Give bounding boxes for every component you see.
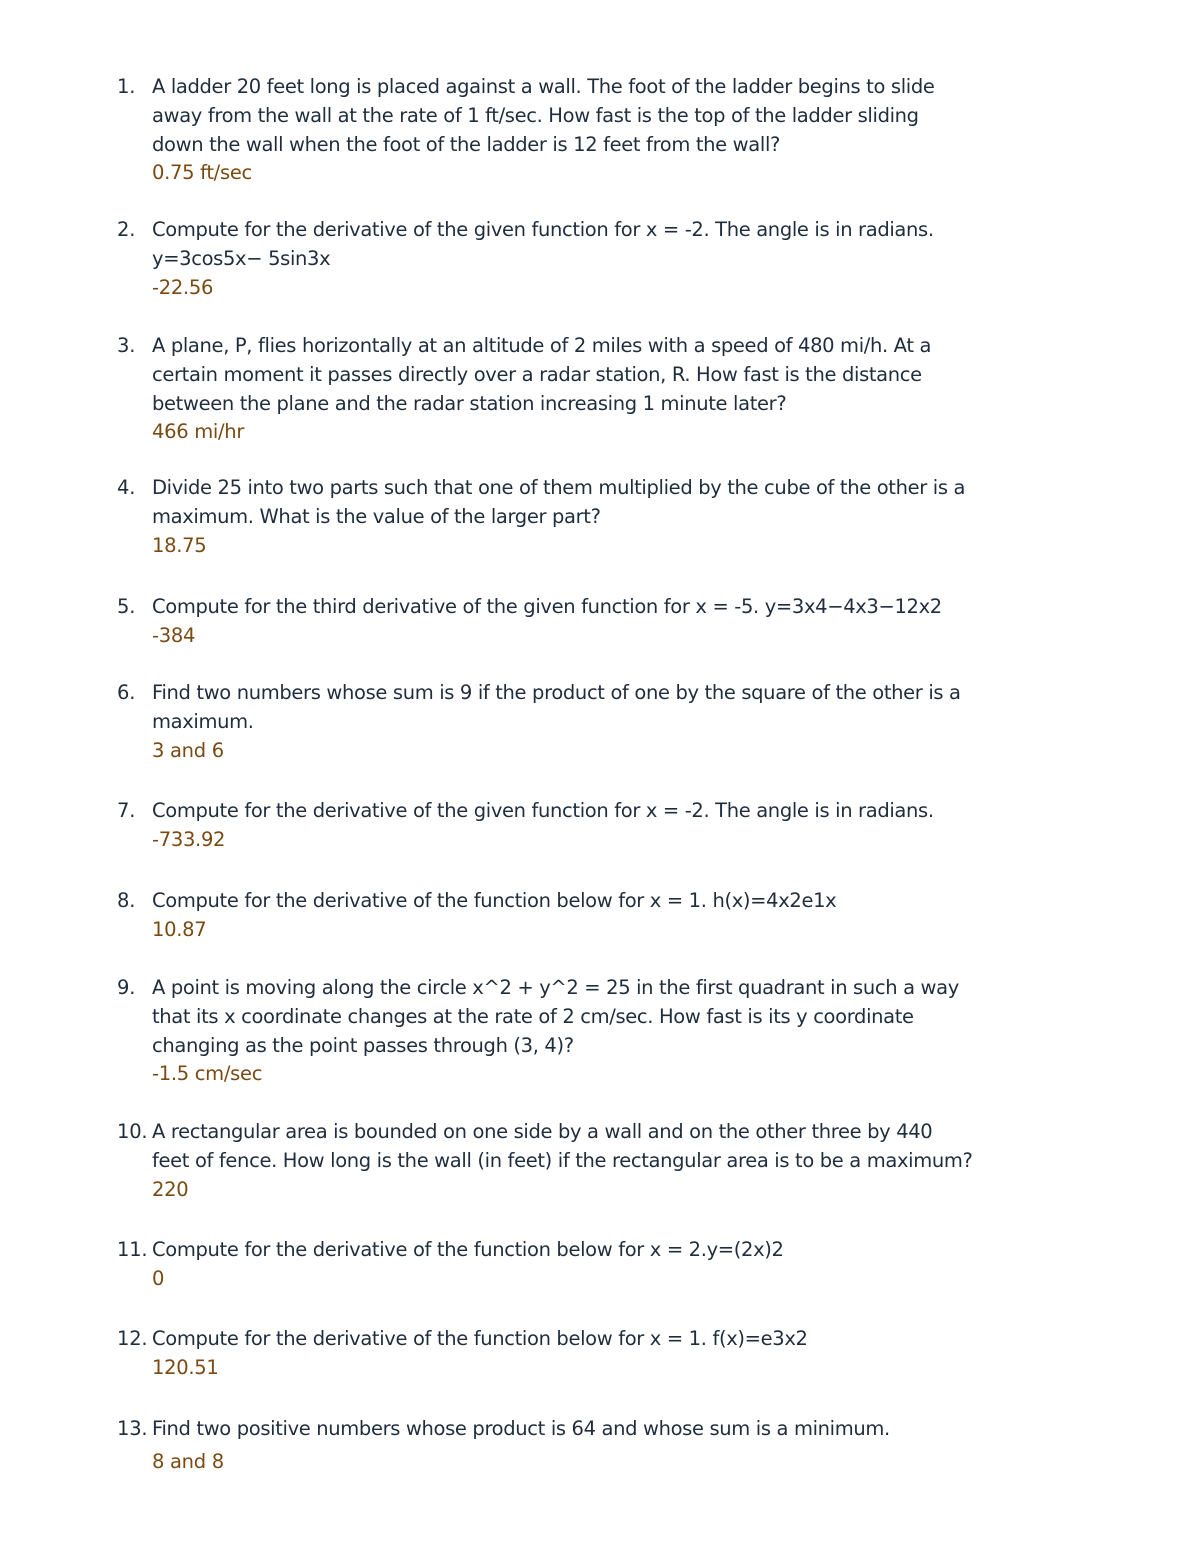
answer-text: -22.56	[152, 275, 214, 299]
question-number: 8.	[117, 889, 136, 912]
question-body	[152, 679, 992, 765]
question-body	[152, 73, 992, 188]
question-body	[152, 1236, 992, 1294]
question-line: A point is moving along the circle x^2 + y^2 = 25 in the first quadrant in such a way	[152, 976, 959, 999]
question-body	[152, 216, 992, 302]
question-body	[152, 1118, 992, 1204]
answer-text: 10.87	[152, 917, 207, 941]
question-line: A ladder 20 feet long is placed against a wall. The foot of the ladder begins to slide	[152, 75, 935, 98]
question-body	[152, 797, 992, 855]
answer-text: -733.92	[152, 827, 226, 851]
question-line: down the wall when the foot of the ladder is 12 feet from the wall?	[152, 132, 781, 156]
answer-text: 0.75 ft/sec	[152, 161, 252, 185]
question-number: 9.	[117, 976, 136, 999]
question-number: 3.	[117, 334, 136, 357]
question-number: 7.	[117, 799, 136, 822]
question-body	[152, 1415, 992, 1477]
question-line: Compute for the derivative of the function below for x = 2.y=(2x)2	[152, 1238, 784, 1261]
question-line: away from the wall at the rate of 1 ft/sec. How fast is the top of the ladder sliding	[152, 103, 919, 127]
question-number: 10.	[117, 1120, 148, 1143]
question-line: Compute for the derivative of the given function for x = -2. The angle is in radians.	[152, 218, 934, 241]
question-number: 4.	[117, 476, 136, 499]
question-line: Find two numbers whose sum is 9 if the product of one by the square of the other is a	[152, 681, 961, 704]
question-line: between the plane and the radar station increasing 1 minute later?	[152, 391, 787, 415]
question-number: 1.	[117, 75, 136, 98]
question-line: Divide 25 into two parts such that one of them multiplied by the cube of the other is a	[152, 476, 966, 499]
question-line: that its x coordinate changes at the rate of 2 cm/sec. How fast is its y coordinate	[152, 1004, 914, 1028]
answer-text: 3 and 6	[152, 738, 224, 762]
question-line: Compute for the third derivative of the given function for x = -5. y=3x4−4x3−12x2	[152, 595, 942, 618]
question-body	[152, 887, 992, 945]
question-line: Compute for the derivative of the given function for x = -2. The angle is in radians.	[152, 799, 934, 822]
question-number: 13.	[117, 1417, 148, 1440]
answer-text: -1.5 cm/sec	[152, 1062, 263, 1086]
question-body	[152, 974, 992, 1089]
question-line: A rectangular area is bounded on one side by a wall and on the other three by 440	[152, 1120, 933, 1143]
question-line: maximum.	[152, 709, 254, 733]
question-number: 2.	[117, 218, 136, 241]
question-body	[152, 593, 992, 651]
question-line: feet of fence. How long is the wall (in feet) if the rectangular area is to be a maximum?	[152, 1148, 973, 1172]
question-number: 11.	[117, 1238, 148, 1261]
question-number: 5.	[117, 595, 136, 618]
question-line: maximum. What is the value of the larger part?	[152, 504, 601, 528]
question-line: changing as the point passes through (3, 4)?	[152, 1033, 574, 1057]
answer-text: 18.75	[152, 533, 207, 557]
answer-text: 8 and 8	[152, 1449, 224, 1473]
question-body	[152, 474, 992, 560]
question-line: Compute for the derivative of the function below for x = 1. f(x)=e3x2	[152, 1327, 808, 1350]
answer-text: 466 mi/hr	[152, 420, 245, 444]
answer-text: 0	[152, 1266, 165, 1290]
question-body	[152, 1325, 992, 1383]
question-line: Compute for the derivative of the function below for x = 1. h(x)=4x2e1x	[152, 889, 837, 912]
answer-text: 220	[152, 1177, 189, 1201]
question-line: Find two positive numbers whose product is 64 and whose sum is a minimum.	[152, 1417, 890, 1440]
question-number: 12.	[117, 1327, 148, 1350]
answer-text: -384	[152, 623, 196, 647]
question-number: 6.	[117, 681, 136, 704]
question-line: certain moment it passes directly over a radar station, R. How fast is the distance	[152, 362, 922, 386]
question-line: y=3cos5x− 5sin3x	[152, 246, 331, 270]
answer-text: 120.51	[152, 1355, 219, 1379]
question-line: A plane, P, flies horizontally at an altitude of 2 miles with a speed of 480 mi/h. At a	[152, 334, 932, 357]
question-body	[152, 332, 992, 447]
